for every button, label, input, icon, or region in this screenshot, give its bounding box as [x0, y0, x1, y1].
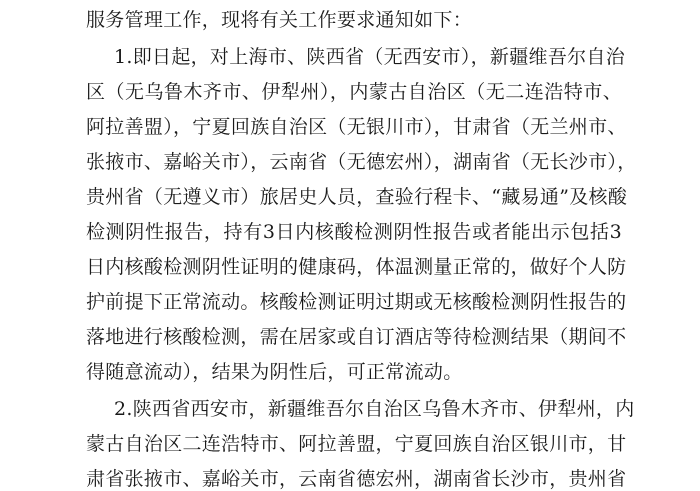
- paragraph-1-line-2: 区（无乌鲁木齐市、伊犁州），内蒙古自治区（无二连浩特市、: [86, 81, 622, 103]
- paragraph-2-line-3: 肃省张掖市、嘉峪关市，云南省德宏州，湖南省长沙市，贵州省: [86, 468, 627, 490]
- paragraph-1-line-7: 日内核酸检测阴性证明的健康码，体温测量正常的，做好个人防: [86, 256, 627, 278]
- paragraph-1-line-5: 贵州省（无遵义市）旅居史人员，查验行程卡、“藏易通”及核酸: [86, 186, 628, 208]
- paragraph-1-line-6: 检测阴性报告，持有3日内核酸检测阴性报告或者能出示包括3: [86, 221, 622, 243]
- paragraph-2-line-2: 蒙古自治区二连浩特市、阿拉善盟，宁夏回族自治区银川市，甘: [86, 433, 627, 455]
- text-line-1: 服务管理工作，现将有关工作要求通知如下：: [86, 9, 473, 31]
- paragraph-1-line-8: 护前提下正常流动。核酸检测证明过期或无核酸检测阴性报告的: [86, 291, 627, 313]
- paragraph-1-line-4: 张掖市、嘉峪关市），云南省（无德宏州），湖南省（无长沙市），: [86, 151, 637, 173]
- paragraph-1-line-9: 落地进行核酸检测，需在居家或自订酒店等待检测结果（期间不: [86, 326, 627, 348]
- paragraph-1-line-3: 阿拉善盟），宁夏回族自治区（无银川市），甘肃省（无兰州市、: [86, 116, 627, 138]
- paragraph-2-line-1: 2.陕西省西安市，新疆维吾尔自治区乌鲁木齐市、伊犁州，内: [114, 398, 635, 420]
- paragraph-1-line-1: 1.即日起，对上海市、陕西省（无西安市），新疆维吾尔自治: [114, 46, 626, 68]
- paragraph-1-line-10: 得随意流动），结果为阴性后，可正常流动。: [86, 361, 463, 383]
